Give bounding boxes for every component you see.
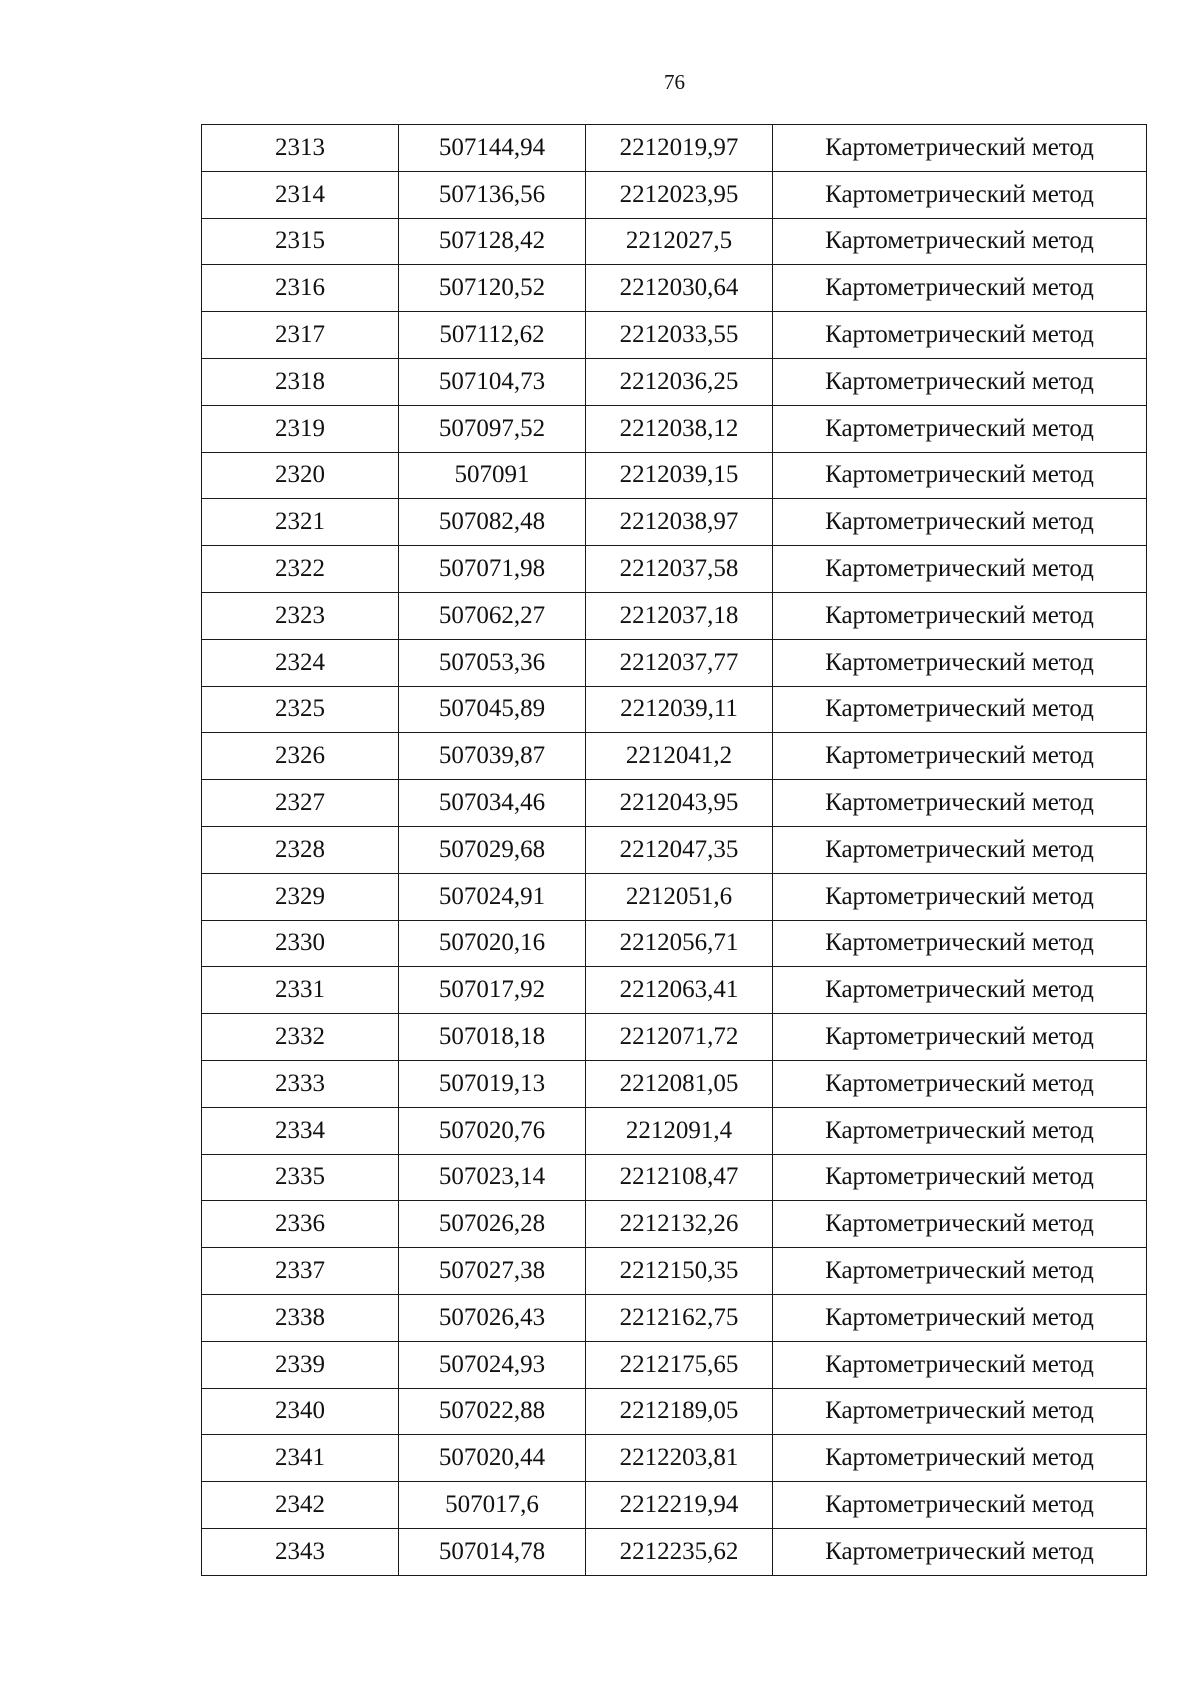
method-cell: Картометрический метод [773,171,1147,218]
x-coordinate-cell: 507104,73 [399,358,586,405]
point-number-cell: 2335 [202,1154,399,1201]
table-row [202,171,1147,218]
point-number-cell: 2332 [202,1014,399,1061]
method-cell: Картометрический метод [773,686,1147,733]
method-cell: Картометрический метод [773,265,1147,312]
method-cell: Картометрический метод [773,1528,1147,1575]
table-row [202,780,1147,827]
point-number-cell: 2325 [202,686,399,733]
y-coordinate-cell: 2212108,47 [586,1154,773,1201]
point-number-cell: 2314 [202,171,399,218]
x-coordinate-cell: 507039,87 [399,733,586,780]
y-coordinate-cell: 2212023,95 [586,171,773,218]
table-row [202,1014,1147,1061]
y-coordinate-cell: 2212071,72 [586,1014,773,1061]
table-row [202,1248,1147,1295]
point-number-cell: 2338 [202,1294,399,1341]
y-coordinate-cell: 2212063,41 [586,967,773,1014]
method-cell: Картометрический метод [773,452,1147,499]
method-cell: Картометрический метод [773,125,1147,172]
point-number-cell: 2318 [202,358,399,405]
table-row [202,1060,1147,1107]
method-cell: Картометрический метод [773,546,1147,593]
table-row [202,1294,1147,1341]
y-coordinate-cell: 2212030,64 [586,265,773,312]
y-coordinate-cell: 2212051,6 [586,873,773,920]
point-number-cell: 2327 [202,780,399,827]
table-row [202,1201,1147,1248]
y-coordinate-cell: 2212219,94 [586,1482,773,1529]
point-number-cell: 2324 [202,639,399,686]
y-coordinate-cell: 2212036,25 [586,358,773,405]
table-row [202,1482,1147,1529]
table-row [202,405,1147,452]
x-coordinate-cell: 507020,76 [399,1107,586,1154]
x-coordinate-cell: 507020,16 [399,920,586,967]
table-row [202,1435,1147,1482]
table-row [202,686,1147,733]
point-number-cell: 2337 [202,1248,399,1295]
table-row [202,873,1147,920]
point-number-cell: 2341 [202,1435,399,1482]
point-number-cell: 2323 [202,592,399,639]
y-coordinate-cell: 2212043,95 [586,780,773,827]
point-number-cell: 2321 [202,499,399,546]
x-coordinate-cell: 507097,52 [399,405,586,452]
x-coordinate-cell: 507034,46 [399,780,586,827]
y-coordinate-cell: 2212056,71 [586,920,773,967]
method-cell: Картометрический метод [773,1482,1147,1529]
x-coordinate-cell: 507017,6 [399,1482,586,1529]
point-number-cell: 2322 [202,546,399,593]
table-row [202,1528,1147,1575]
table-row [202,639,1147,686]
x-coordinate-cell: 507019,13 [399,1060,586,1107]
table-row [202,125,1147,172]
table-row [202,358,1147,405]
x-coordinate-cell: 507062,27 [399,592,586,639]
y-coordinate-cell: 2212033,55 [586,312,773,359]
y-coordinate-cell: 2212038,97 [586,499,773,546]
y-coordinate-cell: 2212037,58 [586,546,773,593]
method-cell: Картометрический метод [773,1388,1147,1435]
method-cell: Картометрический метод [773,218,1147,265]
y-coordinate-cell: 2212047,35 [586,826,773,873]
x-coordinate-cell: 507014,78 [399,1528,586,1575]
table-row [202,967,1147,1014]
table-row [202,826,1147,873]
page-number: 76 [664,70,685,94]
point-number-cell: 2319 [202,405,399,452]
y-coordinate-cell: 2212235,62 [586,1528,773,1575]
point-number-cell: 2343 [202,1528,399,1575]
method-cell: Картометрический метод [773,780,1147,827]
method-cell: Картометрический метод [773,312,1147,359]
method-cell: Картометрический метод [773,358,1147,405]
method-cell: Картометрический метод [773,826,1147,873]
x-coordinate-cell: 507024,91 [399,873,586,920]
x-coordinate-cell: 507024,93 [399,1341,586,1388]
table-row [202,1341,1147,1388]
method-cell: Картометрический метод [773,1060,1147,1107]
y-coordinate-cell: 2212081,05 [586,1060,773,1107]
table-row [202,265,1147,312]
table-row [202,499,1147,546]
table-row [202,452,1147,499]
method-cell: Картометрический метод [773,1294,1147,1341]
table-row [202,312,1147,359]
y-coordinate-cell: 2212037,77 [586,639,773,686]
x-coordinate-cell: 507136,56 [399,171,586,218]
y-coordinate-cell: 2212175,65 [586,1341,773,1388]
method-cell: Картометрический метод [773,1435,1147,1482]
table-row [202,920,1147,967]
method-cell: Картометрический метод [773,1341,1147,1388]
x-coordinate-cell: 507045,89 [399,686,586,733]
point-number-cell: 2342 [202,1482,399,1529]
point-number-cell: 2340 [202,1388,399,1435]
x-coordinate-cell: 507082,48 [399,499,586,546]
x-coordinate-cell: 507026,28 [399,1201,586,1248]
x-coordinate-cell: 507053,36 [399,639,586,686]
x-coordinate-cell: 507023,14 [399,1154,586,1201]
point-number-cell: 2316 [202,265,399,312]
table-row [202,1388,1147,1435]
method-cell: Картометрический метод [773,733,1147,780]
point-number-cell: 2326 [202,733,399,780]
method-cell: Картометрический метод [773,405,1147,452]
method-cell: Картометрический метод [773,967,1147,1014]
y-coordinate-cell: 2212038,12 [586,405,773,452]
point-number-cell: 2339 [202,1341,399,1388]
x-coordinate-cell: 507091 [399,452,586,499]
y-coordinate-cell: 2212150,35 [586,1248,773,1295]
method-cell: Картометрический метод [773,1154,1147,1201]
method-cell: Картометрический метод [773,1107,1147,1154]
y-coordinate-cell: 2212037,18 [586,592,773,639]
method-cell: Картометрический метод [773,1248,1147,1295]
y-coordinate-cell: 2212027,5 [586,218,773,265]
y-coordinate-cell: 2212162,75 [586,1294,773,1341]
method-cell: Картометрический метод [773,639,1147,686]
point-number-cell: 2334 [202,1107,399,1154]
point-number-cell: 2320 [202,452,399,499]
x-coordinate-cell: 507144,94 [399,125,586,172]
y-coordinate-cell: 2212039,15 [586,452,773,499]
point-number-cell: 2317 [202,312,399,359]
method-cell: Картометрический метод [773,499,1147,546]
method-cell: Картометрический метод [773,920,1147,967]
table-row [202,1154,1147,1201]
method-cell: Картометрический метод [773,1201,1147,1248]
point-number-cell: 2313 [202,125,399,172]
y-coordinate-cell: 2212132,26 [586,1201,773,1248]
table-row [202,218,1147,265]
point-number-cell: 2333 [202,1060,399,1107]
y-coordinate-cell: 2212019,97 [586,125,773,172]
x-coordinate-cell: 507017,92 [399,967,586,1014]
point-number-cell: 2315 [202,218,399,265]
table-row [202,733,1147,780]
point-number-cell: 2330 [202,920,399,967]
y-coordinate-cell: 2212041,2 [586,733,773,780]
table-row [202,592,1147,639]
x-coordinate-cell: 507020,44 [399,1435,586,1482]
point-number-cell: 2329 [202,873,399,920]
y-coordinate-cell: 2212039,11 [586,686,773,733]
y-coordinate-cell: 2212189,05 [586,1388,773,1435]
x-coordinate-cell: 507120,52 [399,265,586,312]
x-coordinate-cell: 507026,43 [399,1294,586,1341]
y-coordinate-cell: 2212203,81 [586,1435,773,1482]
method-cell: Картометрический метод [773,873,1147,920]
x-coordinate-cell: 507128,42 [399,218,586,265]
point-number-cell: 2336 [202,1201,399,1248]
x-coordinate-cell: 507027,38 [399,1248,586,1295]
x-coordinate-cell: 507071,98 [399,546,586,593]
coordinates-table [201,124,1147,1576]
y-coordinate-cell: 2212091,4 [586,1107,773,1154]
method-cell: Картометрический метод [773,592,1147,639]
table-body [202,125,1147,1576]
point-number-cell: 2328 [202,826,399,873]
x-coordinate-cell: 507018,18 [399,1014,586,1061]
x-coordinate-cell: 507112,62 [399,312,586,359]
x-coordinate-cell: 507022,88 [399,1388,586,1435]
table-row [202,1107,1147,1154]
method-cell: Картометрический метод [773,1014,1147,1061]
x-coordinate-cell: 507029,68 [399,826,586,873]
point-number-cell: 2331 [202,967,399,1014]
table-row [202,546,1147,593]
